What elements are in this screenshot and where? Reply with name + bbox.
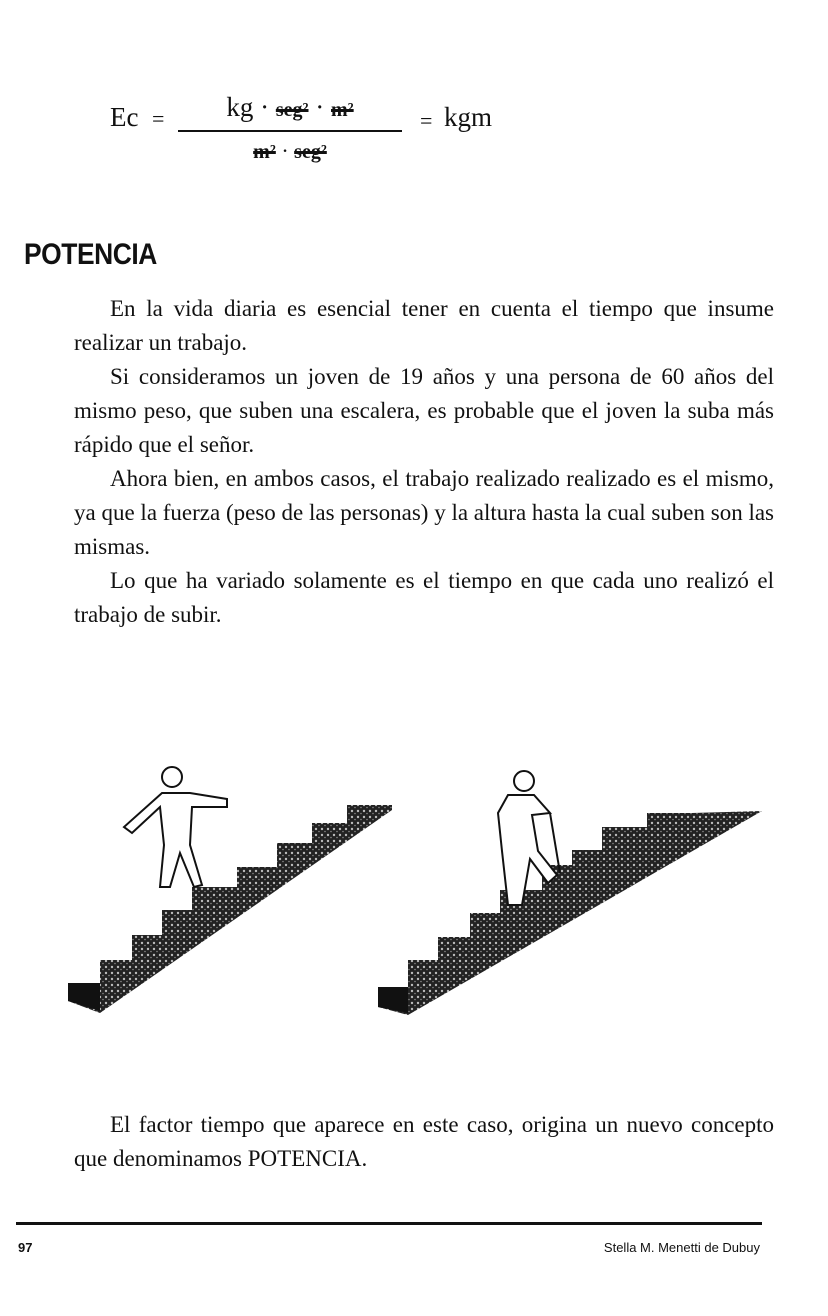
unit-kg: kg [226,92,254,122]
formula-result: kgm [444,102,493,132]
paragraph: En la vida diaria es esencial tener en cuenta el tiempo que insume realizar un trabajo. [74,296,774,355]
unit-m2-cancelled: m² [331,99,354,121]
footer-author: Stella M. Menetti de Dubuy [603,1240,760,1255]
formula-numerator: kg · seg² · m² [226,92,354,122]
young-person-icon [124,767,227,887]
fraction-bar [178,130,402,132]
unit-seg2-cancelled: seg² [275,99,309,121]
paragraph: Si consideramos un joven de 19 años y una persona de 60 años del mismo peso, que suben una escalera, es probable que el joven la suba más rápido que el señor. [74,364,774,457]
unit-seg2-cancelled: seg² [294,141,327,163]
paragraph: Lo que ha variado solamente es el tiempo en que cada uno realizó el trabajo de subir. [74,568,774,627]
formula-equals: = [420,108,433,133]
closing-paragraph [74,1108,774,1176]
paragraph: El factor tiempo que aparece en este caso, origina un nuevo concepto que denominamos POTENCIA. [74,1112,774,1171]
formula-equals: = [152,106,165,131]
stairs-illustration [62,755,772,1025]
body-paragraphs [74,292,774,632]
paragraph: Ahora bien, en ambos casos, el trabajo realizado realizado es el mismo, ya que la fuerza (peso de las personas) y la altura hasta la cual suben son las mismas. [74,466,774,559]
formula-lhs: Ec [110,102,139,132]
footer-rule [16,1222,762,1225]
kinetic-energy-formula [110,92,530,212]
staircase-right-icon [378,811,762,1015]
formula-denominator: m² · seg² [253,138,327,163]
unit-m2-cancelled: m² [253,141,276,163]
page-number: 97 [18,1240,33,1255]
section-heading: POTENCIA [24,238,157,271]
staircase-left-icon [68,805,392,1013]
